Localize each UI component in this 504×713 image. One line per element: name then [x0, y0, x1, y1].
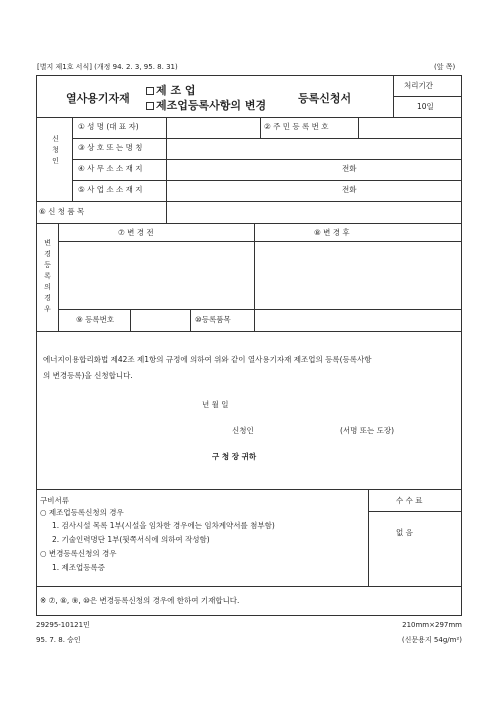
resident-id-label: ② 주 민 등 록 번 호 — [264, 122, 329, 131]
application-date: 년 월 일 — [202, 400, 229, 409]
form-code: 29295-10121민 — [36, 621, 90, 629]
processing-period-value: 10일 — [417, 102, 434, 111]
paper-type: (신문용지 54g/m²) — [401, 636, 462, 644]
docs-section-change: ○ 변경등록신청의 경우 — [40, 549, 117, 558]
applied-item-label: ⑥ 신 청 품 목 — [39, 207, 85, 216]
registration-number-field[interactable] — [132, 311, 188, 329]
paper-size: 210mm×297mm — [402, 621, 462, 629]
factory-address-label: ⑤ 사 업 소 소 재 지 — [78, 185, 143, 194]
resident-id-field[interactable] — [360, 119, 460, 136]
office-phone-label: 전화 — [342, 164, 357, 173]
name-field[interactable] — [168, 119, 258, 136]
before-change-field[interactable] — [60, 243, 252, 307]
checkbox-icon[interactable] — [146, 87, 154, 95]
applicant-name-field[interactable] — [264, 423, 340, 437]
after-change-label: ⑧ 변 경 후 — [314, 228, 350, 237]
signature-label: (서명 또는 도장) — [340, 426, 395, 435]
applicant-group-label: 신청인 — [52, 135, 59, 165]
applicant-sign-label: 신청인 — [232, 426, 254, 435]
before-change-label: ⑦ 변 경 전 — [118, 228, 154, 237]
form-reference: [별지 제1호 서식] (개정 94. 2. 3, 95. 8. 31) — [37, 63, 178, 71]
recipient: 구 청 장 귀하 — [212, 452, 257, 461]
title-suffix: 등록신청서 — [298, 92, 352, 105]
name-label: ① 성 명 (대 표 자) — [78, 122, 139, 131]
approval-date: 95. 7. 8. 승인 — [36, 636, 81, 644]
registered-item-label: ⑩등록품목 — [195, 315, 231, 324]
checkbox-icon[interactable] — [146, 102, 154, 110]
applied-item-field[interactable] — [168, 203, 460, 221]
docs-section-registration: ○ 제조업등록신청의 경우 — [40, 508, 124, 517]
after-change-field[interactable] — [256, 243, 460, 307]
title-option-change — [146, 100, 266, 111]
footnote: ※ ⑦, ⑧, ⑨, ⑩은 변경등록신청의 경우에 한하여 기재합니다. — [40, 596, 240, 605]
fee-value: 없 음 — [396, 528, 413, 537]
required-documents-title: 구비서류 — [40, 496, 69, 505]
registration-number-label: ⑨ 등록번호 — [76, 315, 115, 324]
docs-item-inspection: 1. 검사시설 목록 1부(시설을 임차한 경우에는 임차계약서를 첨부함) — [52, 521, 275, 530]
processing-period-label: 처리기간 — [404, 81, 433, 90]
page-side-label: (앞 쪽) — [434, 63, 456, 71]
option-change-label: 제조업등록사항의 변경 — [156, 99, 267, 112]
option-manufacture-label: 제 조 업 — [156, 84, 196, 97]
office-address-field[interactable] — [168, 161, 460, 178]
company-label: ③ 상 호 또 는 명 칭 — [78, 143, 143, 152]
company-field[interactable] — [168, 140, 460, 157]
statement-line-2: 의 변경등록)을 신청합니다. — [43, 371, 133, 380]
docs-item-certificate: 1. 제조업등록증 — [52, 563, 106, 572]
registered-item-field[interactable] — [256, 311, 460, 329]
docs-item-personnel: 2. 기술인력명단 1부(뒷쪽서식에 의하여 작성함) — [52, 535, 210, 544]
change-group-label: 변경등록의경우 — [44, 239, 51, 313]
title-prefix: 열사용기자재 — [66, 92, 130, 105]
statement-line-1: 에너지이용합리화법 제42조 제1항의 규정에 의하여 위와 같이 열사용기자재 제조업의 등록(등록사항 — [43, 355, 372, 364]
fee-label: 수 수 료 — [396, 496, 423, 505]
factory-phone-label: 전화 — [342, 185, 357, 194]
title-option-manufacture — [146, 85, 196, 96]
factory-address-field[interactable] — [168, 182, 460, 199]
office-address-label: ④ 사 무 소 소 재 지 — [78, 164, 143, 173]
